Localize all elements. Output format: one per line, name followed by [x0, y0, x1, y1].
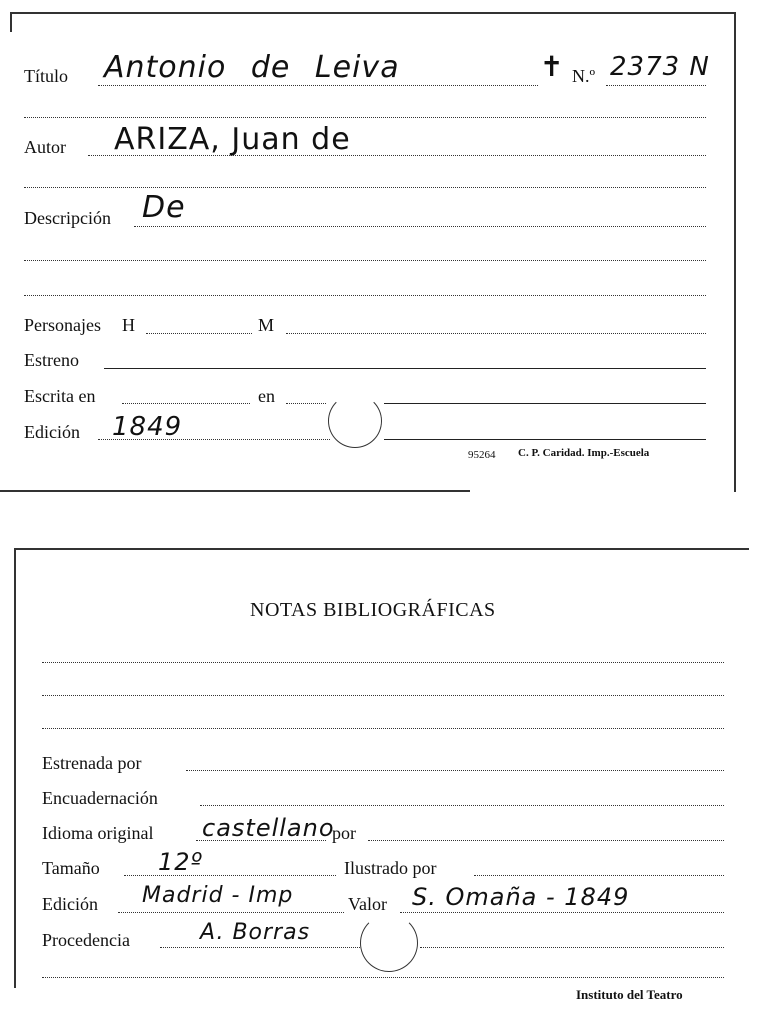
descripcion-line-3: [24, 295, 706, 296]
card2-top-edge: [14, 548, 749, 550]
last-line: [42, 977, 724, 978]
descripcion-line-2: [24, 260, 706, 261]
edicion2-label: Edición: [42, 894, 98, 914]
valor-line: [400, 912, 724, 913]
catalog-card-front: [0, 0, 759, 500]
idioma-por-label: por: [332, 823, 356, 843]
descripcion-value: De: [142, 190, 186, 225]
edicion-label: Edición: [24, 422, 80, 442]
descripcion-label: Descripción: [24, 208, 111, 228]
procedencia-line: [160, 947, 360, 948]
notas-line-1: [42, 662, 724, 663]
cross-mark: ✝: [540, 50, 565, 83]
ilustrado-label: Ilustrado por: [344, 858, 437, 878]
procedencia-label: Procedencia: [42, 930, 130, 950]
card-left-edge: [10, 12, 12, 32]
notas-heading: NOTAS BIBLIOGRÁFICAS: [250, 599, 496, 621]
encuadernacion-line: [200, 805, 724, 806]
idioma-por-line: [368, 840, 724, 841]
descripcion-line: [134, 226, 706, 227]
escrita-en-line: [286, 403, 326, 404]
escrita-en-label: en: [258, 386, 275, 406]
notas-line-2: [42, 695, 724, 696]
edicion2-value-left: Madrid - Imp: [142, 883, 294, 908]
edicion-value: 1849: [112, 412, 183, 442]
tamano-label: Tamaño: [42, 858, 100, 878]
edicion2-value-right: S. Omaña - 1849: [412, 883, 630, 911]
catalog-card-back: [0, 540, 759, 1028]
idioma-value: castellano: [202, 814, 335, 842]
card-right-edge: [734, 12, 736, 492]
edicion2-line: [118, 912, 344, 913]
punch-hole-2: [360, 914, 418, 972]
escrita-label: Escrita en: [24, 386, 96, 406]
autor-value: ARIZA, Juan de: [114, 122, 351, 157]
estrenada-label: Estrenada por: [42, 753, 142, 773]
idioma-label: Idioma original: [42, 823, 154, 843]
titulo-label: Título: [24, 66, 68, 86]
personajes-label: Personajes: [24, 315, 101, 335]
autor-label: Autor: [24, 137, 66, 157]
valor-label: Valor: [348, 894, 387, 914]
card-top-edge: [10, 12, 735, 14]
numero-value: 2373 N: [610, 52, 710, 82]
punch-hole: [328, 394, 382, 448]
printer-code: 95264: [468, 449, 496, 461]
tamano-line: [124, 875, 336, 876]
card-bottom-edge: [0, 490, 470, 492]
personajes-m-label: M: [258, 315, 275, 335]
estreno-line: [104, 368, 706, 369]
institute-footer: Instituto del Teatro: [576, 987, 683, 1002]
ilustrado-line: [474, 875, 724, 876]
personajes-h-line: [146, 333, 252, 334]
personajes-m-line: [286, 333, 706, 334]
numero-line: [606, 85, 706, 86]
edicion-right-line: [384, 439, 706, 440]
personajes-h-label: H: [122, 315, 135, 335]
autor-extra-line: [24, 187, 706, 188]
numero-label: N.º: [572, 66, 596, 86]
card2-left-edge: [14, 548, 16, 988]
titulo-line: [98, 85, 538, 86]
tamano-value: 12º: [158, 848, 203, 876]
estrenada-line: [186, 770, 724, 771]
procedencia-value: A. Borras: [200, 920, 311, 945]
titulo-extra-line: [24, 117, 706, 118]
encuadernacion-label: Encuadernación: [42, 788, 158, 808]
escrita-right-line: [384, 403, 706, 404]
notas-line-3: [42, 728, 724, 729]
procedencia-right-line: [420, 947, 724, 948]
titulo-value: Antonio de Leiva: [104, 50, 400, 85]
escrita-line: [122, 403, 250, 404]
printer-text: C. P. Caridad. Imp.-Escuela: [518, 447, 650, 459]
estreno-label: Estreno: [24, 350, 79, 370]
